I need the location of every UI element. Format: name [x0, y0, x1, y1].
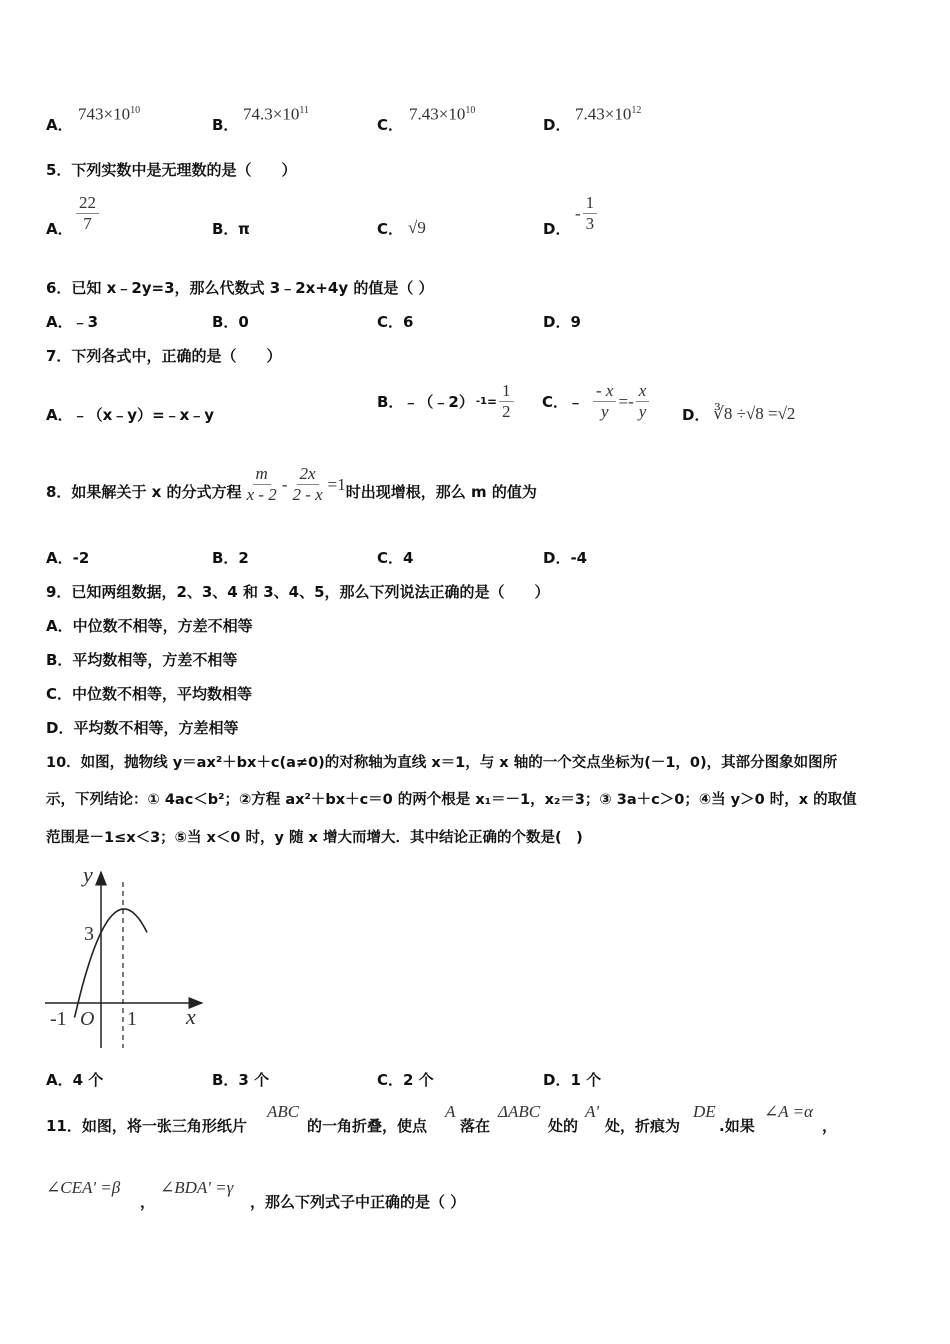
q9-option-d: D．平均数不相等，方差相等 [46, 719, 239, 737]
q8-option-c: C．4 [377, 549, 414, 567]
q9-option-c: C．中位数不相等，平均数相等 [46, 685, 253, 703]
q9-stem: 9．已知两组数据，2、3、4 和 3、4、5，那么下列说法正确的是（ ） [46, 583, 550, 601]
q10-option-d: D．1 个 [543, 1071, 602, 1089]
numerator: 1 [499, 381, 514, 402]
q10-stem-line-3: 范围是－1≤x＜3；⑤当 x＜0 时，y 随 x 增大而增大．其中结论正确的个数是( ) [46, 830, 583, 846]
q8-option-d: D．-4 [543, 549, 588, 567]
q4-option-b-label: B． [212, 116, 239, 134]
denominator: 2 [502, 402, 511, 421]
q4-option-d-label: D． [543, 116, 571, 134]
q10-option-a: A．4 个 [46, 1071, 104, 1089]
x-axis-label: x [186, 1004, 196, 1029]
q6-option-a: A．﹣3 [46, 313, 99, 331]
q11-math-abc: ABC [267, 1102, 300, 1121]
numerator: 2x [297, 464, 319, 485]
equals-one: =1 [327, 474, 346, 494]
q4-option-b-value [243, 101, 309, 125]
tick-neg1: -1 [50, 1008, 67, 1030]
q11-text-4: 处的 [548, 1117, 579, 1135]
q11-math-a: A [445, 1102, 456, 1121]
q11-text-5: 处，折痕为 [605, 1117, 681, 1135]
q8-option-a: A．-2 [46, 549, 90, 567]
tick-1: 1 [127, 1008, 137, 1030]
parabola-graph [40, 860, 220, 1055]
q4-option-c-label: C． [377, 116, 404, 134]
q5-option-b-label: B． [212, 220, 239, 238]
q5-option-b-value: π [238, 220, 250, 238]
q7-option-d-expr: ∛8 ÷√8 =√2 [713, 404, 796, 423]
q9-option-b: B．平均数相等，方差不相等 [46, 651, 238, 669]
denominator: x - 2 [246, 485, 277, 504]
minus-sign: - [281, 474, 288, 494]
q6-stem: 6．已知 x﹣2y=3，那么代数式 3﹣2x+4y 的值是（ ） [46, 279, 434, 297]
tick-3: 3 [84, 923, 94, 945]
q11-text-1: 11．如图，将一张三角形纸片 [46, 1117, 247, 1135]
y-axis-label: y [83, 862, 93, 887]
q11-math-triangle-abc: ΔABC [498, 1102, 541, 1121]
q5-option-a-fraction [74, 193, 101, 234]
q11-text-7: ， [822, 1117, 838, 1135]
denominator: 3 [585, 214, 595, 233]
q7-option-d-label: D． [682, 406, 710, 424]
q11-math-de: DE [693, 1102, 716, 1121]
q11-text-9: ，那么下列式子中正确的是（ ） [250, 1193, 466, 1211]
q7-c-label: C．﹣ [542, 392, 584, 411]
q11-text-2: 的一角折叠，使点 [307, 1117, 428, 1135]
q4-b-exp: 11 [299, 105, 309, 116]
q11-math-angle-bda: ∠BDA' =γ [160, 1178, 234, 1197]
q4-a-exp: 10 [130, 105, 141, 116]
numerator: x [636, 381, 650, 402]
minus-sign: - [575, 203, 581, 223]
q4-b-coef: 74.3×10 [243, 104, 300, 124]
q8-option-b: B．2 [212, 549, 249, 567]
q8-stem [46, 464, 537, 505]
q7-stem: 7．下列各式中，正确的是（ ） [46, 347, 282, 365]
denominator: 2 - x [292, 485, 323, 504]
q5-option-a-label: A． [46, 220, 73, 238]
q4-c-exp: 10 [465, 105, 476, 116]
q11-math-angle-cea: ∠CEA' =β [46, 1178, 121, 1197]
q10-option-b: B．3 个 [212, 1071, 270, 1089]
numerator: 22 [76, 193, 99, 214]
origin-label: O [80, 1008, 95, 1030]
q10-stem-line-2: 示，下列结论：① 4ac＜b²；②方程 ax²＋bx＋c＝0 的两个根是 x₁＝－1，x₂＝3；③ 3a＋c＞0；④当 y＞0 时，x 的取值 [46, 792, 857, 808]
q7-option-c [542, 381, 651, 422]
q7-b-eq: = [486, 394, 498, 409]
q6-option-b: B．0 [212, 313, 249, 331]
numerator: m [253, 464, 271, 485]
q4-d-exp: 12 [631, 105, 642, 116]
q5-option-c-value: √9 [408, 218, 426, 237]
numerator: 1 [583, 193, 598, 214]
denominator: y [638, 402, 647, 421]
q5-stem: 5．下列实数中是无理数的是（ ） [46, 161, 297, 179]
q8-stem-pre: 8．如果解关于 x 的分式方程 [46, 482, 242, 501]
q4-option-a-value [78, 101, 140, 125]
q5-option-d-value [575, 193, 599, 234]
q11-text-3: 落在 [460, 1117, 491, 1135]
q4-option-a-label: A． [46, 116, 73, 134]
q4-option-c-value [409, 101, 475, 125]
q9-option-a: A．中位数不相等，方差不相等 [46, 617, 253, 635]
q7-option-b [377, 381, 516, 422]
q4-a-coef: 743×10 [78, 104, 131, 124]
q11-math-angle-a: ∠A =α [764, 1102, 813, 1121]
q11-math-a-prime: A' [585, 1102, 600, 1121]
q7-option-a: A．﹣（x﹣y）=﹣x﹣y [46, 406, 215, 424]
q6-option-c: C．6 [377, 313, 414, 331]
q11-text-8: ， [140, 1193, 156, 1211]
q11-text-6: .如果 [719, 1117, 755, 1135]
q5-option-c-label: C． [377, 220, 404, 238]
q6-option-d: D．9 [543, 313, 581, 331]
denominator: y [600, 402, 609, 421]
q7-b-exp: -1 [475, 396, 487, 407]
q10-option-c: C．2 个 [377, 1071, 434, 1089]
q5-option-d-label: D． [543, 220, 571, 238]
q4-option-d-value [575, 101, 641, 125]
q8-stem-post: 时出现增根，那么 m 的值为 [345, 482, 537, 501]
q7-b-label: B．﹣（﹣2） [377, 392, 474, 411]
numerator: - x [593, 381, 616, 402]
denominator: 7 [83, 214, 92, 233]
q4-d-coef: 7.43×10 [575, 104, 632, 124]
q4-c-coef: 7.43×10 [409, 104, 466, 124]
equals-minus: =- [618, 391, 634, 411]
q10-stem-line-1: 10．如图，抛物线 y＝ax²＋bx＋c(a≠0)的对称轴为直线 x＝1，与 x 轴的一个交点坐标为(－1，0)，其部分图象如图所 [46, 755, 838, 771]
